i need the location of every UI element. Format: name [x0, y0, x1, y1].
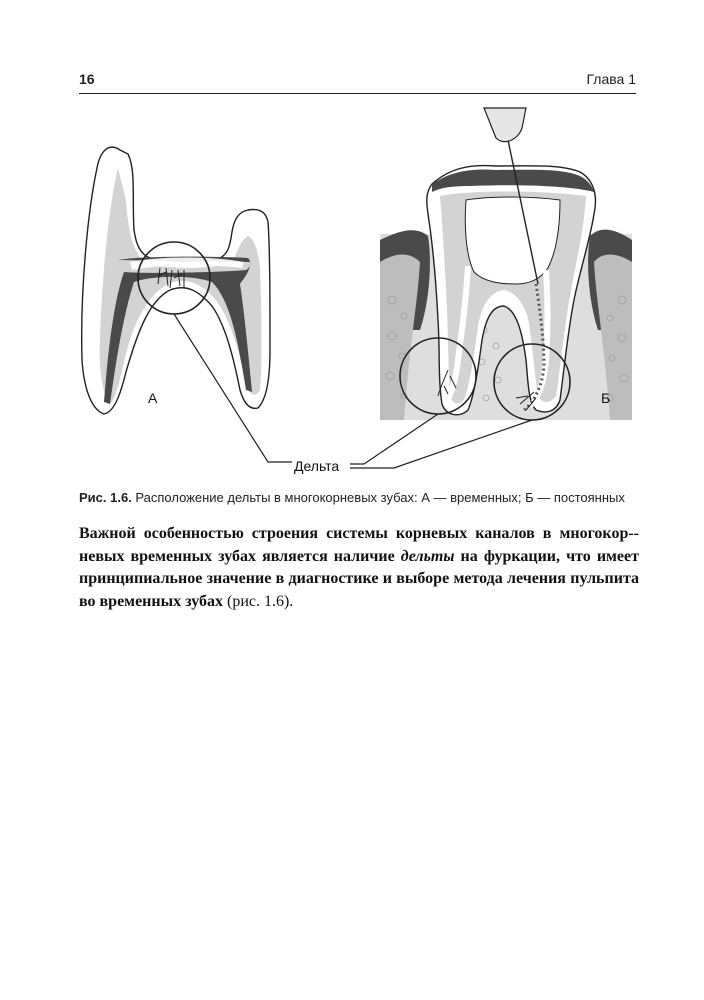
- body-text-part3: на фуркации, что имеет принципиальное значение в диагностике и выборе метода лечения пульпита во временных зубах: [79, 547, 639, 610]
- callout-line-b-left: [350, 414, 438, 464]
- body-text-part1: Важной особенностью строения системы корневых каналов в многокор-невых временных зубах является наличие: [79, 525, 639, 565]
- body-text-delta-term: дельты: [400, 547, 455, 565]
- body-text-figure-ref: (рис. 1.6).: [222, 592, 294, 610]
- caption-number: Рис. 1.6.: [79, 490, 132, 505]
- chapter-title: Глава 1: [586, 71, 636, 87]
- figure-caption: [79, 490, 639, 505]
- tooth-b-instrument-handle: [484, 108, 526, 142]
- caption-text: Расположение дельты в многокорневых зубах: А — временных; Б — постоянных: [131, 490, 625, 505]
- delta-callout-label: Дельта: [294, 458, 340, 474]
- label-b: Б: [601, 390, 611, 406]
- tooth-a-illustration: [82, 147, 270, 414]
- body-paragraph: [79, 523, 639, 613]
- page-number: 16: [79, 71, 95, 87]
- tooth-b-illustration: [380, 108, 632, 420]
- callout-line-b-right: [350, 420, 532, 468]
- label-a: А: [148, 390, 158, 406]
